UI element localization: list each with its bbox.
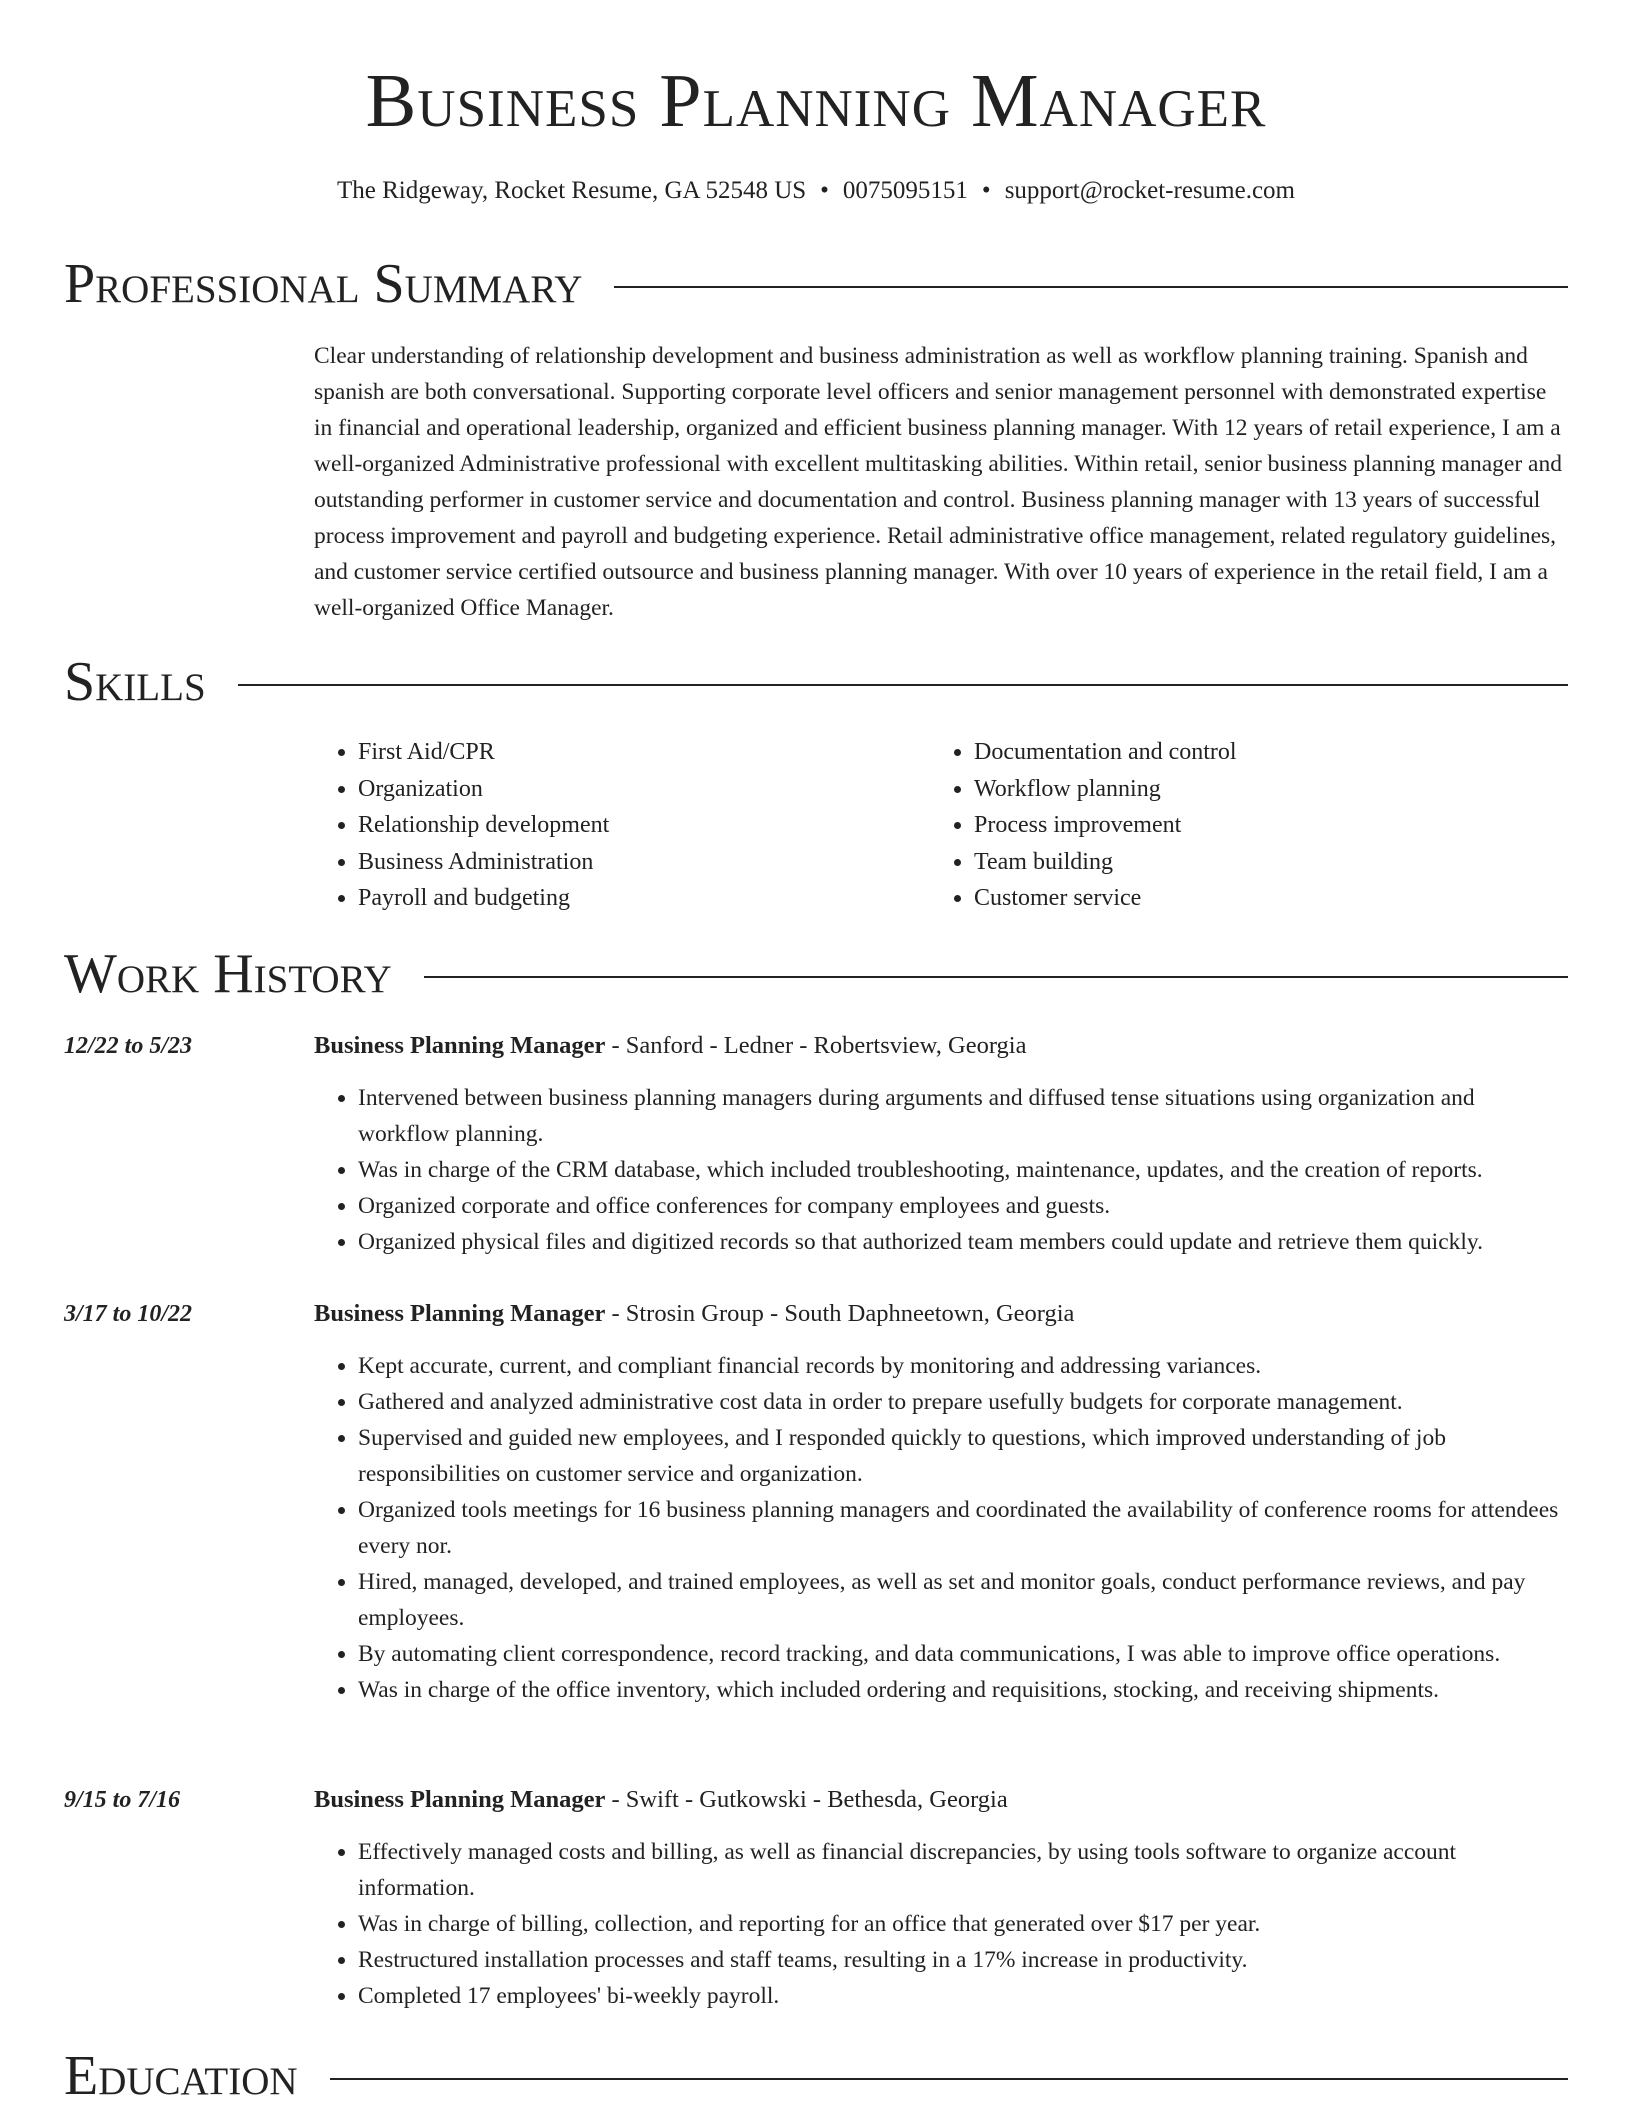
section-header-work-history (64, 942, 1568, 1006)
job-employer: - Sanford - Ledner - Robertsview, Georgia (605, 1032, 1027, 1059)
job-title-line (314, 1028, 1026, 1064)
summary-text: Clear understanding of relationship development and business administration as well as workflow planning training. Spanish and spanish are both conversational. Supporting corporate level officers and senior management personnel with demonstrated expertise in financial and operational leadership, organized and efficient business planning manager. With 12 years of retail experience, I am a well-organized Administrative professional with excellent multitasking abilities. Within retail, senior business planning manager and outstanding performer in customer service and documentation and control. Business planning manager with 13 years of successful process improvement and payroll and budgeting experience. Retail administrative office management, related regulatory guidelines, and customer service certified outsource and business planning manager. With over 10 years of experience in the retail field, I am a well-organized Office Manager. (314, 343, 1562, 621)
job-bullets (314, 1080, 1568, 1260)
job-bullet: • Kept accurate, current, and compliant financial records by monitoring and addressing variances. (358, 1348, 1568, 1384)
job-bullet: • Was in charge of the CRM database, which included troubleshooting, maintenance, updates, and the creation of reports. (358, 1152, 1568, 1188)
job-employer: - Swift - Gutkowski - Bethesda, Georgia (605, 1786, 1008, 1813)
job-role: Business Planning Manager (314, 1786, 606, 1813)
skill-item: • Team building (974, 844, 1546, 881)
skill-item: • Organization (358, 771, 930, 808)
job-bullet: • Completed 17 employees' bi-weekly payroll. (358, 1978, 1568, 2014)
skill-item: • Workflow planning (974, 771, 1546, 808)
skill-item: • Documentation and control (974, 734, 1546, 771)
candidate-name: Business Planning Manager (365, 59, 1267, 143)
section-header-skills (64, 650, 1568, 714)
address: The Ridgeway, Rocket Resume, GA 52548 US (337, 177, 807, 204)
job-bullets (314, 1834, 1568, 2014)
phone: 0075095151 (842, 177, 968, 204)
skill-item: • Payroll and budgeting (358, 880, 930, 917)
skill-item: • First Aid/CPR (358, 734, 930, 771)
job-bullet: • Was in charge of the office inventory, which included ordering and requisitions, stocking, and receiving shipments. (358, 1672, 1568, 1708)
skills-list (314, 734, 1568, 917)
job-dates: 3/17 to 10/22 (64, 1301, 193, 1327)
job-bullet: • Supervised and guided new employees, and I responded quickly to questions, which improved understanding of job responsibilities on customer service and organization. (358, 1420, 1568, 1492)
job-bullet: • By automating client correspondence, record tracking, and data communications, I was able to improve office operations. (358, 1636, 1568, 1672)
separator-dot: • (820, 177, 829, 204)
job-role: Business Planning Manager (314, 1032, 606, 1059)
section-header-education (64, 2044, 1568, 2108)
job-employer: - Strosin Group - South Daphneetown, Georgia (605, 1300, 1075, 1327)
job-bullet: • Was in charge of billing, collection, and reporting for an office that generated over $17 per year. (358, 1906, 1568, 1942)
skill-item: • Relationship development (358, 807, 930, 844)
job-bullets (314, 1348, 1568, 1708)
section-title-skills: Skills (64, 651, 206, 713)
job-bullet: • Restructured installation processes and staff teams, resulting in a 17% increase in productivity. (358, 1942, 1568, 1978)
job-title-line (314, 1782, 1008, 1818)
job-bullet: • Organized corporate and office conferences for company employees and guests. (358, 1188, 1568, 1224)
section-divider (330, 2078, 1568, 2080)
job-title-line (314, 1296, 1074, 1332)
section-divider (424, 976, 1568, 978)
section-header-summary (64, 252, 1568, 316)
section-title-education: Education (64, 2045, 298, 2107)
skill-item: • Business Administration (358, 844, 930, 881)
job-bullet: • Intervened between business planning managers during arguments and diffused tense situations using organization and workflow planning. (358, 1080, 1568, 1152)
job-dates: 9/15 to 7/16 (64, 1787, 181, 1813)
section-divider (238, 684, 1568, 686)
job-bullet: • Organized tools meetings for 16 business planning managers and coordinated the availability of conference rooms for attendees every nor. (358, 1492, 1568, 1564)
skill-item: • Customer service (974, 880, 1546, 917)
skills-column-left (314, 734, 930, 917)
job-bullet: • Organized physical files and digitized records so that authorized team members could update and retrieve them quickly. (358, 1224, 1568, 1260)
contact-line (0, 174, 1632, 208)
skills-column-right (930, 734, 1546, 917)
email: support@rocket-resume.com (1004, 177, 1295, 204)
section-title-summary: Professional Summary (64, 253, 583, 315)
separator-dot: • (981, 177, 991, 204)
job-dates: 12/22 to 5/23 (64, 1033, 193, 1059)
skill-item: • Process improvement (974, 807, 1546, 844)
job-role: Business Planning Manager (314, 1300, 606, 1327)
job-bullet: • Hired, managed, developed, and trained employees, as well as set and monitor goals, conduct performance reviews, and pay employees. (358, 1564, 1568, 1636)
job-bullet: • Effectively managed costs and billing, as well as financial discrepancies, by using tools software to organize account information. (358, 1834, 1568, 1906)
section-title-work-history: Work History (64, 943, 392, 1005)
section-divider (614, 286, 1568, 288)
job-bullet: • Gathered and analyzed administrative cost data in order to prepare usefully budgets for corporate management. (358, 1384, 1568, 1420)
